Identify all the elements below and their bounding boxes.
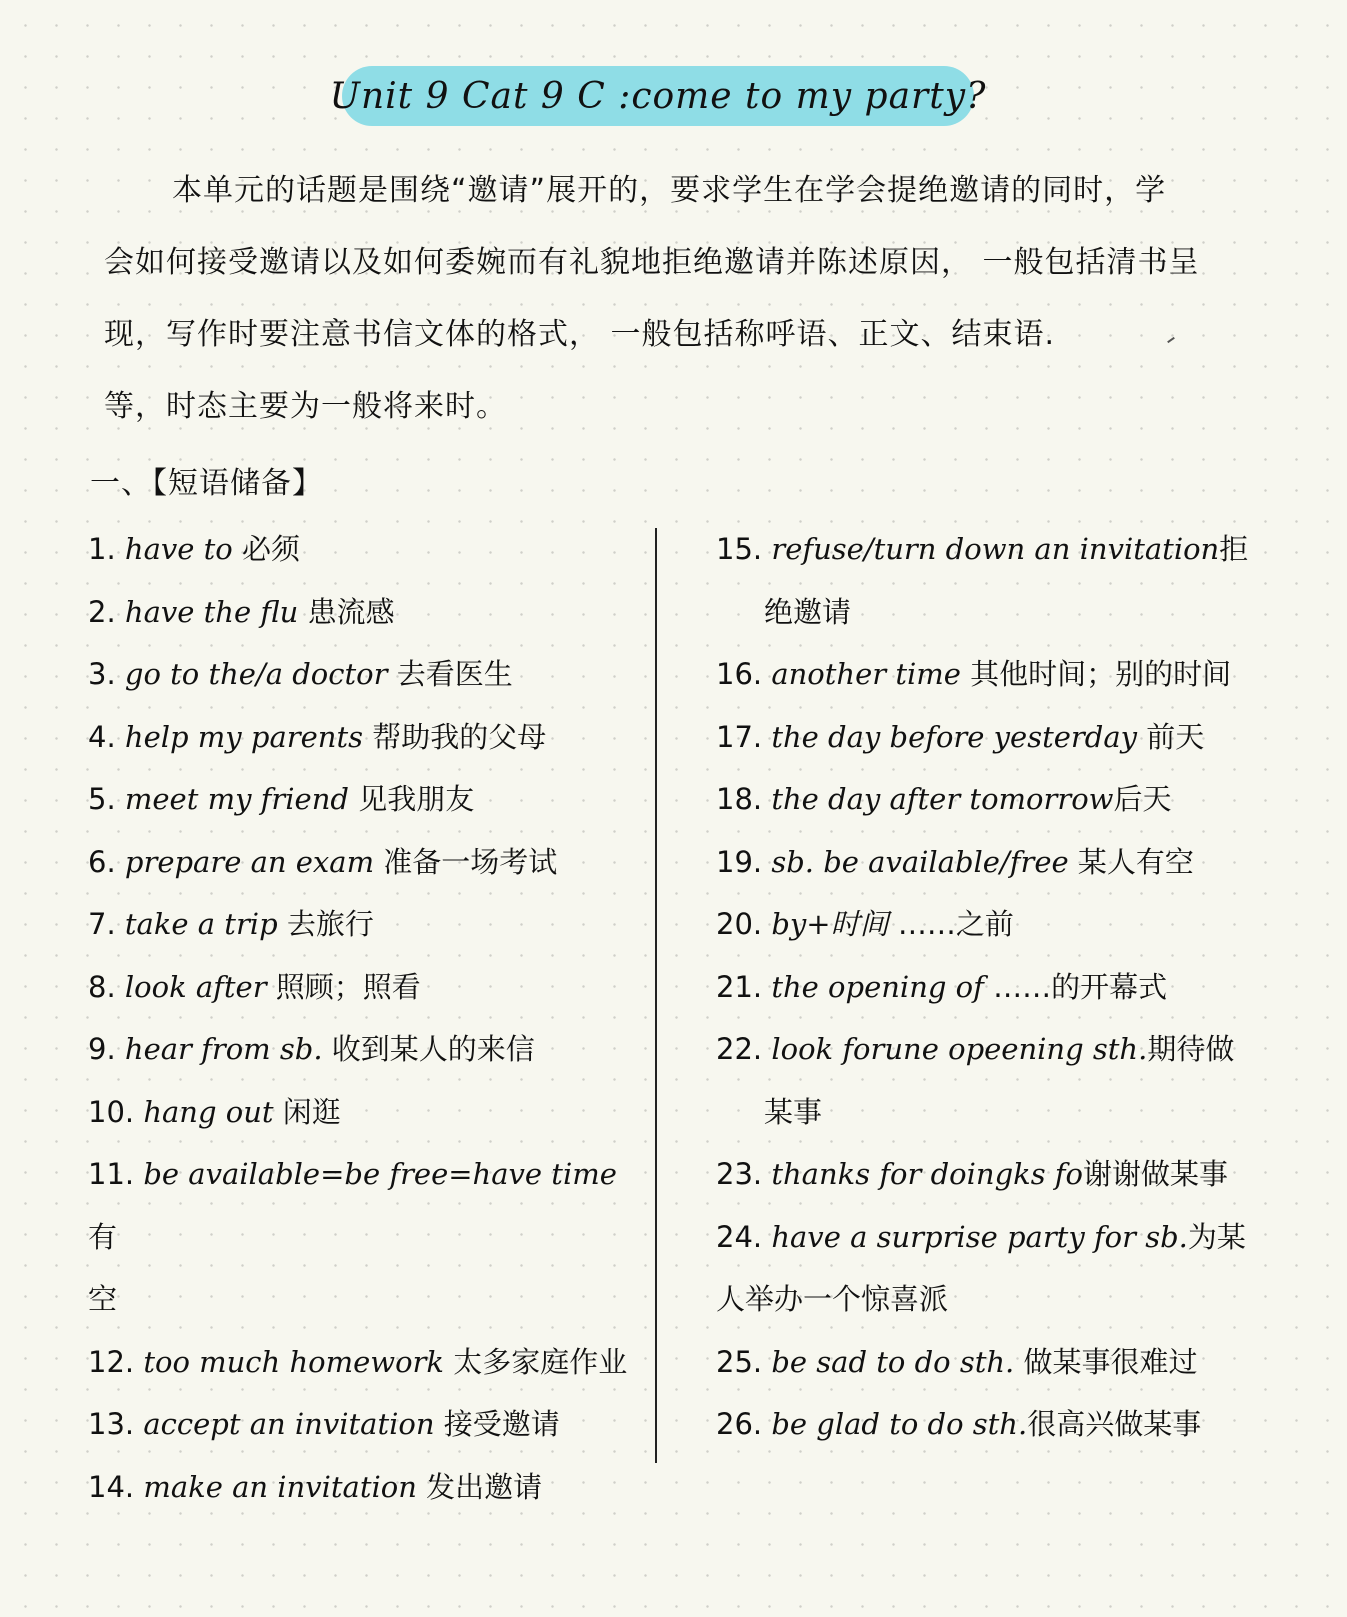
- phrase-english: accept an invitation: [143, 1407, 435, 1441]
- phrase-chinese: 去看医生: [396, 657, 513, 691]
- phrase-item: [716, 706, 1256, 769]
- phrase-english: look forune opeening sth.: [771, 1032, 1148, 1066]
- phrase-chinese: 某人有空: [1077, 844, 1194, 879]
- phrase-chinese: 谢谢做某事: [1083, 1157, 1229, 1191]
- phrase-english: refuse/turn down an invitation: [771, 532, 1220, 566]
- phrase-item: [716, 956, 1256, 1019]
- phrase-item: [88, 1143, 633, 1331]
- phrase-item: [716, 893, 1256, 956]
- phrase-number: 19.: [716, 844, 763, 879]
- phrase-chinese-continued: 某事: [764, 1094, 823, 1129]
- phrase-item: [88, 643, 633, 706]
- phrase-english: prepare an exam: [124, 844, 375, 879]
- phrase-english: sb. be available/free: [771, 844, 1069, 879]
- phrase-english: look after: [124, 969, 267, 1004]
- phrase-english: too much homework: [143, 1344, 444, 1379]
- phrase-english: thanks for doingks fo: [771, 1157, 1083, 1191]
- phrase-chinese-continued: 人举办一个惊喜派: [716, 1282, 949, 1316]
- phrase-chinese: 其他时间；别的时间: [970, 657, 1232, 691]
- phrase-chinese: 拒: [1219, 532, 1249, 566]
- phrase-english: the day after tomorrow: [771, 782, 1114, 816]
- phrase-chinese: 为某: [1187, 1219, 1246, 1254]
- phrase-english: by+时间: [771, 907, 889, 941]
- phrase-number: 20.: [716, 907, 763, 941]
- phrase-item: [716, 1143, 1256, 1206]
- phrase-item: [88, 1456, 633, 1519]
- phrase-english: another time: [771, 657, 961, 691]
- phrase-english: hang out: [143, 1094, 274, 1129]
- phrase-number: 14.: [88, 1469, 135, 1504]
- phrase-number: 3.: [88, 657, 116, 691]
- phrase-english: meet my friend: [124, 782, 349, 816]
- phrase-chinese: 照顾；照看: [275, 969, 421, 1004]
- intro-line: 会如何接受邀请以及如何委婉而有礼貌地拒绝邀请并陈述原因， 一般包括清书呈: [104, 245, 1200, 280]
- phrase-item: [88, 706, 633, 769]
- phrase-item: [716, 518, 1256, 643]
- phrase-list-left: [88, 518, 633, 1518]
- phrase-english: the day before yesterday: [771, 719, 1138, 754]
- phrase-number: 15.: [716, 532, 763, 566]
- phrase-chinese: 太多家庭作业: [453, 1344, 628, 1379]
- intro-line: 等，时态主要为一般将来时。: [104, 389, 507, 424]
- phrase-item: [88, 518, 633, 581]
- phrase-chinese: 做某事很难过: [1023, 1344, 1198, 1379]
- phrase-english: take a trip: [124, 907, 278, 941]
- phrase-item: [88, 893, 633, 956]
- phrase-item: [88, 831, 633, 894]
- phrase-list-right: [716, 518, 1256, 1456]
- phrase-number: 11.: [88, 1157, 135, 1191]
- phrase-number: 18.: [716, 782, 763, 816]
- phrase-english: have the flu: [124, 594, 299, 629]
- phrase-chinese: 见我朋友: [358, 782, 475, 816]
- phrase-number: 24.: [716, 1219, 763, 1254]
- phrase-number: 22.: [716, 1032, 763, 1066]
- phrase-item: [88, 768, 633, 831]
- phrase-english: go to the/a doctor: [124, 657, 388, 691]
- page-title: Unit 9 Cat 9 C :come to my party?: [342, 66, 974, 126]
- phrase-item: [716, 768, 1256, 831]
- phrase-number: 1.: [88, 532, 116, 566]
- phrase-chinese: 很高兴做某事: [1027, 1407, 1202, 1441]
- phrase-number: 21.: [716, 969, 763, 1004]
- phrase-english: the opening of: [771, 969, 984, 1004]
- phrase-english: make an invitation: [143, 1469, 417, 1504]
- phrase-item: [88, 1018, 633, 1081]
- phrase-number: 4.: [88, 719, 116, 754]
- phrase-item: [716, 831, 1256, 894]
- phrase-item: [88, 1393, 633, 1456]
- section-heading: 一、【短语储备】: [90, 466, 323, 501]
- phrase-chinese: 收到某人的来信: [331, 1032, 535, 1066]
- phrase-chinese: 患流感: [307, 594, 395, 629]
- phrase-item: [88, 956, 633, 1019]
- phrase-number: 9.: [88, 1032, 116, 1066]
- phrase-number: 10.: [88, 1094, 135, 1129]
- phrase-item: [88, 581, 633, 644]
- phrase-chinese-continued: 绝邀请: [764, 594, 852, 629]
- phrase-english: hear from sb.: [124, 1032, 323, 1066]
- phrase-chinese: 准备一场考试: [383, 844, 558, 879]
- phrase-item: [716, 643, 1256, 706]
- phrase-number: 7.: [88, 907, 116, 941]
- phrase-chinese: 期待做: [1147, 1032, 1235, 1066]
- phrase-number: 17.: [716, 719, 763, 754]
- phrase-chinese: 闲逛: [282, 1094, 341, 1129]
- phrase-chinese: 接受邀请: [443, 1407, 560, 1441]
- phrase-number: 12.: [88, 1344, 135, 1379]
- phrase-english: be glad to do sth.: [771, 1407, 1028, 1441]
- column-divider: [655, 528, 657, 1463]
- phrase-english: have a surprise party for sb.: [771, 1219, 1188, 1254]
- phrase-item: [88, 1081, 633, 1144]
- phrase-item: [716, 1018, 1256, 1143]
- phrase-english: be available=be free=have time: [143, 1157, 617, 1191]
- phrase-number: 26.: [716, 1407, 763, 1441]
- phrase-english: be sad to do sth.: [771, 1344, 1015, 1379]
- phrase-chinese: ……的开幕式: [993, 969, 1168, 1004]
- phrase-english: have to: [124, 532, 233, 566]
- phrase-number: 2.: [88, 594, 116, 629]
- phrase-english: help my parents: [124, 719, 363, 754]
- phrase-chinese: 帮助我的父母: [372, 719, 547, 754]
- intro-paragraph: [104, 155, 1244, 443]
- phrase-item: [88, 1331, 633, 1394]
- phrase-chinese: 后天: [1113, 782, 1172, 816]
- phrase-number: 25.: [716, 1344, 763, 1379]
- phrase-chinese: ……之前: [897, 907, 1014, 941]
- phrase-number: 8.: [88, 969, 116, 1004]
- phrase-number: 23.: [716, 1157, 763, 1191]
- intro-line: 现，写作时要注意书信文体的格式， 一般包括称呼语、正文、结束语.: [104, 317, 1056, 352]
- phrase-chinese: 前天: [1146, 719, 1205, 754]
- phrase-chinese: 去旅行: [286, 907, 374, 941]
- phrase-chinese: 有: [88, 1219, 118, 1254]
- phrase-chinese: 必须: [241, 532, 300, 566]
- phrase-number: 6.: [88, 844, 116, 879]
- phrase-chinese-continued: 空: [88, 1282, 118, 1316]
- intro-line: 本单元的话题是围绕“邀请”展开的，要求学生在学会提绝邀请的同时，学: [172, 173, 1167, 208]
- phrase-chinese: 发出邀请: [426, 1469, 543, 1504]
- phrase-number: 13.: [88, 1407, 135, 1441]
- phrase-number: 5.: [88, 782, 116, 816]
- phrase-item: [716, 1206, 1256, 1331]
- phrase-number: 16.: [716, 657, 763, 691]
- phrase-item: [716, 1393, 1256, 1456]
- phrase-item: [716, 1331, 1256, 1394]
